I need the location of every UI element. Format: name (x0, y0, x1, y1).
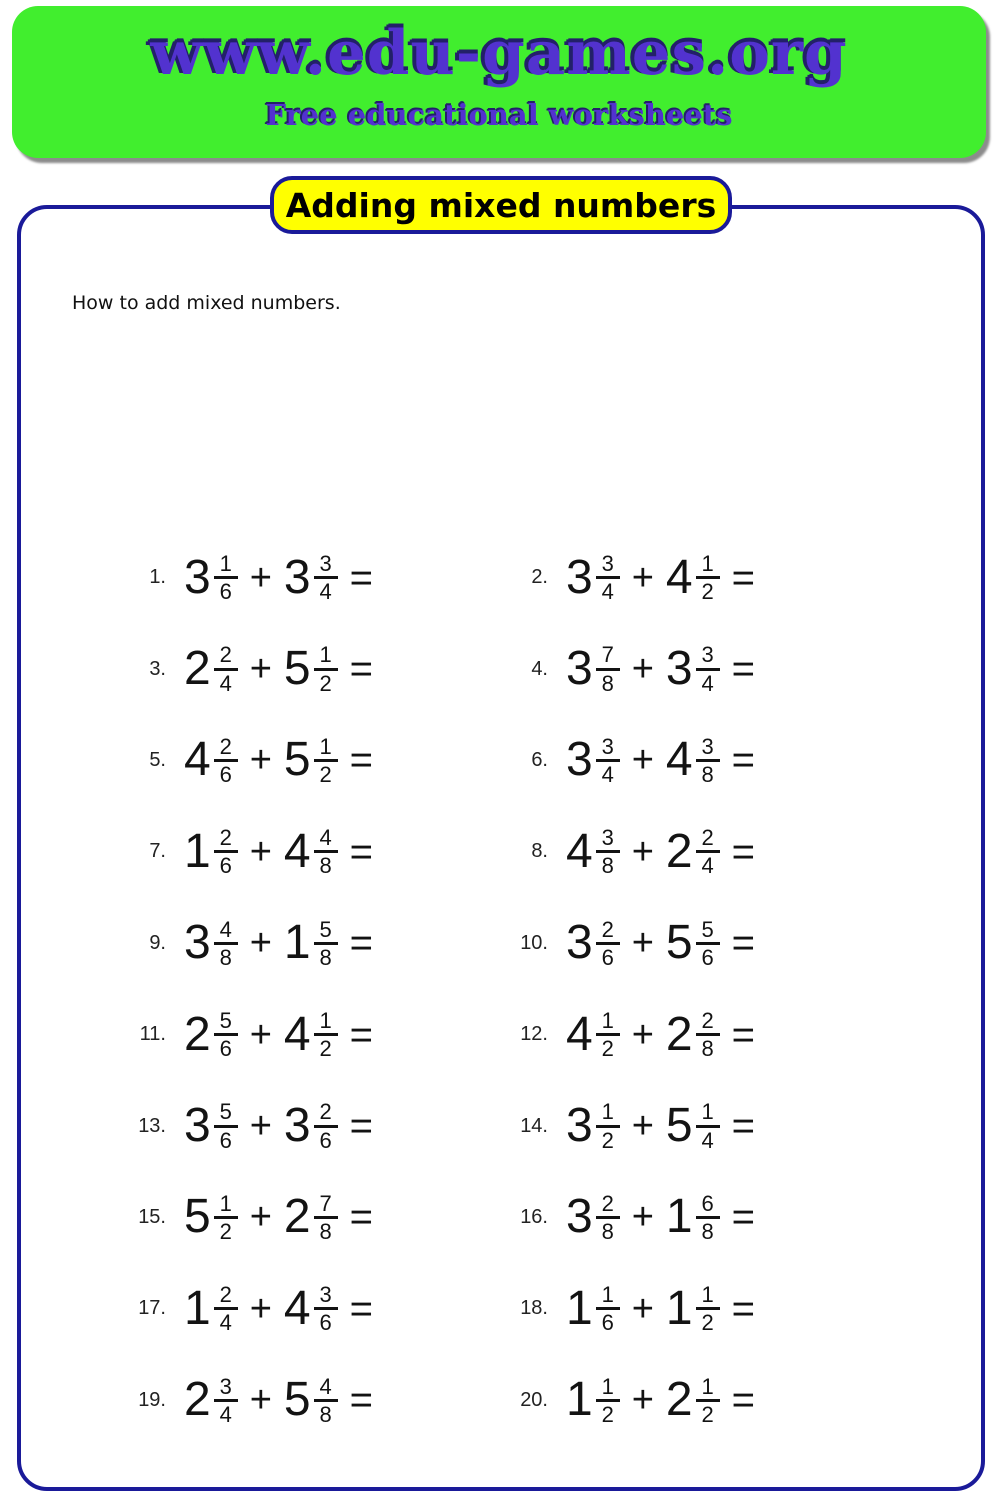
addend2-denominator: 2 (319, 1036, 332, 1062)
addend1-whole: 3 (566, 550, 593, 604)
plus-sign: + (249, 1105, 272, 1148)
addend2-numerator: 5 (701, 916, 714, 942)
addend1-whole: 1 (566, 1281, 593, 1335)
plus-sign: + (249, 739, 272, 782)
equals-sign: = (349, 829, 373, 874)
addend1-fraction (596, 1009, 620, 1060)
equals-sign: = (731, 829, 755, 874)
addend2-numerator: 1 (319, 1008, 332, 1034)
addend2-fraction (696, 918, 720, 969)
addend2-denominator: 2 (319, 761, 332, 787)
problem-item (58, 898, 500, 989)
plus-sign: + (249, 1287, 272, 1330)
addend2-denominator: 6 (319, 1127, 332, 1153)
addend2-whole: 2 (665, 1007, 693, 1061)
plus-sign: + (631, 556, 654, 599)
addend2-fraction (314, 918, 338, 969)
addend2-denominator: 8 (701, 761, 714, 787)
problem-number: 4. (531, 657, 548, 680)
addend2-fraction (696, 1283, 720, 1334)
addend1-numerator: 1 (601, 1373, 614, 1399)
problem-item (58, 623, 500, 714)
problem-item (500, 1080, 942, 1171)
addend2-denominator: 8 (319, 1401, 332, 1427)
addend1-numerator: 3 (601, 825, 614, 851)
equals-sign: = (731, 1104, 755, 1149)
addend1-whole: 1 (184, 824, 211, 878)
equals-sign: = (731, 921, 755, 966)
problem-number: 3. (149, 657, 166, 680)
equals-sign: = (731, 647, 755, 692)
addend1-whole: 4 (566, 824, 593, 878)
addend1-fraction (596, 918, 620, 969)
addend1-numerator: 4 (219, 916, 232, 942)
plus-sign: + (631, 1287, 654, 1330)
problem-item (500, 1263, 942, 1354)
addend1-numerator: 3 (219, 1373, 232, 1399)
addend2-whole: 4 (283, 1281, 311, 1335)
plus-sign: + (631, 1196, 654, 1239)
addend2-whole: 3 (665, 642, 693, 696)
addend1-whole: 2 (184, 1007, 211, 1061)
addend1-whole: 3 (184, 550, 211, 604)
addend1-fraction (596, 552, 620, 603)
addend1-whole: 1 (184, 1281, 211, 1335)
equals-sign: = (731, 555, 755, 600)
addend2-denominator: 2 (319, 670, 332, 696)
addend1-whole: 3 (566, 1099, 593, 1153)
addend2-fraction (314, 1375, 338, 1426)
addend1-numerator: 5 (219, 1008, 232, 1034)
addend2-whole: 4 (665, 733, 693, 787)
addend1-whole: 3 (184, 916, 211, 970)
plus-sign: + (249, 1379, 272, 1422)
addend1-numerator: 2 (219, 733, 232, 759)
addend2-numerator: 1 (701, 551, 714, 577)
problem-item (500, 806, 942, 897)
plus-sign: + (631, 922, 654, 965)
instructions-intro: How to add mixed numbers. (72, 292, 341, 314)
addend2-fraction (314, 1009, 338, 1060)
equals-sign: = (349, 1378, 373, 1423)
addend1-denominator: 8 (601, 670, 614, 696)
problem-item (500, 898, 942, 989)
equals-sign: = (731, 738, 755, 783)
addend2-denominator: 4 (701, 853, 714, 879)
addend1-numerator: 2 (219, 642, 232, 668)
addend1-whole: 4 (184, 733, 211, 787)
problem-number: 18. (520, 1297, 548, 1320)
problem-number: 16. (520, 1205, 548, 1228)
addend1-fraction (214, 643, 238, 694)
plus-sign: + (631, 1013, 654, 1056)
addend1-fraction (214, 1375, 238, 1426)
addend2-fraction (696, 1009, 720, 1060)
addend1-fraction (596, 1375, 620, 1426)
addend1-whole: 3 (566, 733, 593, 787)
addend1-fraction (214, 1009, 238, 1060)
addend2-fraction (696, 1192, 720, 1243)
site-title: www.edu-games.org (150, 18, 848, 89)
problem-number: 1. (149, 566, 166, 589)
problem-item (58, 1080, 500, 1171)
addend1-fraction (214, 552, 238, 603)
worksheet-title: Adding mixed numbers (285, 185, 717, 225)
addend2-numerator: 2 (319, 1099, 332, 1125)
equals-sign: = (731, 1286, 755, 1331)
problem-number: 6. (531, 748, 548, 771)
addend2-fraction (314, 735, 338, 786)
addend1-numerator: 2 (219, 1282, 232, 1308)
addend1-denominator: 6 (601, 944, 614, 970)
addend1-denominator: 2 (601, 1036, 614, 1062)
addend1-denominator: 8 (601, 1218, 614, 1244)
problem-item (500, 989, 942, 1080)
addend2-fraction (314, 552, 338, 603)
addend1-fraction (214, 1192, 238, 1243)
equals-sign: = (349, 1286, 373, 1331)
instructions-block (72, 290, 932, 355)
equals-sign: = (349, 647, 373, 692)
problem-item (58, 1263, 500, 1354)
addend1-denominator: 4 (601, 761, 614, 787)
addend2-whole: 1 (665, 1281, 693, 1335)
addend1-fraction (214, 918, 238, 969)
addend1-numerator: 1 (219, 551, 232, 577)
addend1-fraction (596, 735, 620, 786)
problem-number: 5. (149, 748, 166, 771)
addend2-numerator: 1 (319, 733, 332, 759)
addend2-whole: 5 (283, 733, 311, 787)
equals-sign: = (349, 921, 373, 966)
problem-item (500, 532, 942, 623)
addend1-denominator: 6 (219, 761, 232, 787)
addend1-fraction (214, 826, 238, 877)
addend1-denominator: 4 (601, 579, 614, 605)
addend2-whole: 1 (283, 916, 311, 970)
addend2-whole: 4 (283, 824, 311, 878)
addend1-fraction (214, 735, 238, 786)
addend1-denominator: 8 (219, 944, 232, 970)
addend2-numerator: 5 (319, 916, 332, 942)
addend2-fraction (696, 552, 720, 603)
addend2-numerator: 7 (319, 1190, 332, 1216)
plus-sign: + (631, 1379, 654, 1422)
equals-sign: = (349, 1104, 373, 1149)
addend2-whole: 2 (665, 824, 693, 878)
addend1-fraction (214, 1283, 238, 1334)
addend2-fraction (314, 1283, 338, 1334)
addend2-whole: 2 (665, 1373, 693, 1427)
addend1-numerator: 7 (601, 642, 614, 668)
addend1-whole: 4 (566, 1007, 593, 1061)
problem-number: 12. (520, 1023, 548, 1046)
plus-sign: + (631, 648, 654, 691)
addend1-denominator: 4 (219, 1310, 232, 1336)
plus-sign: + (249, 648, 272, 691)
addend1-fraction (596, 643, 620, 694)
addend2-numerator: 1 (701, 1373, 714, 1399)
equals-sign: = (349, 738, 373, 783)
addend1-denominator: 2 (601, 1401, 614, 1427)
addend1-denominator: 8 (601, 853, 614, 879)
addend2-fraction (314, 643, 338, 694)
addend2-denominator: 2 (701, 579, 714, 605)
addend1-denominator: 6 (219, 1127, 232, 1153)
problem-item (500, 715, 942, 806)
addend2-numerator: 6 (701, 1190, 714, 1216)
addend2-fraction (314, 1100, 338, 1151)
equals-sign: = (349, 1012, 373, 1057)
addend2-whole: 2 (283, 1190, 311, 1244)
worksheet-title-pill (270, 176, 732, 234)
addend2-fraction (314, 826, 338, 877)
plus-sign: + (249, 556, 272, 599)
addend1-fraction (596, 1100, 620, 1151)
addend2-denominator: 4 (701, 670, 714, 696)
addend2-numerator: 2 (701, 825, 714, 851)
problem-number: 15. (138, 1205, 166, 1228)
plus-sign: + (249, 830, 272, 873)
addend1-fraction (596, 1192, 620, 1243)
addend1-numerator: 1 (219, 1190, 232, 1216)
addend1-whole: 3 (566, 642, 593, 696)
addend2-whole: 3 (283, 550, 311, 604)
addend2-denominator: 2 (701, 1401, 714, 1427)
addend1-numerator: 3 (601, 733, 614, 759)
addend1-denominator: 2 (601, 1127, 614, 1153)
equals-sign: = (731, 1012, 755, 1057)
addend1-numerator: 1 (601, 1008, 614, 1034)
problem-item (500, 623, 942, 714)
addend2-denominator: 2 (701, 1310, 714, 1336)
addend2-fraction (696, 1100, 720, 1151)
equals-sign: = (731, 1378, 755, 1423)
addend2-numerator: 4 (319, 825, 332, 851)
problem-number: 13. (138, 1114, 166, 1137)
addend1-whole: 3 (184, 1099, 211, 1153)
addend2-numerator: 1 (319, 642, 332, 668)
addend1-fraction (596, 1283, 620, 1334)
addend2-numerator: 3 (701, 733, 714, 759)
problem-number: 2. (531, 566, 548, 589)
addend1-denominator: 6 (219, 853, 232, 879)
addend1-numerator: 2 (601, 916, 614, 942)
addend2-whole: 4 (283, 1007, 311, 1061)
addend2-denominator: 6 (701, 944, 714, 970)
addend1-whole: 2 (184, 1373, 211, 1427)
addend1-whole: 3 (566, 1190, 593, 1244)
problem-number: 19. (138, 1388, 166, 1411)
problem-number: 7. (149, 840, 166, 863)
addend1-whole: 5 (184, 1190, 211, 1244)
addend2-whole: 5 (665, 916, 693, 970)
addend2-denominator: 8 (701, 1218, 714, 1244)
addend2-fraction (696, 643, 720, 694)
problem-item (58, 989, 500, 1080)
addend2-numerator: 4 (319, 1373, 332, 1399)
addend2-whole: 3 (283, 1099, 311, 1153)
addend2-whole: 4 (665, 550, 693, 604)
problem-item (58, 806, 500, 897)
problem-item (58, 1172, 500, 1263)
problem-item (500, 1172, 942, 1263)
equals-sign: = (349, 1195, 373, 1240)
addend1-denominator: 6 (219, 579, 232, 605)
equals-sign: = (349, 555, 373, 600)
addend1-whole: 3 (566, 916, 593, 970)
problem-number: 8. (531, 840, 548, 863)
plus-sign: + (249, 922, 272, 965)
problem-item (58, 1355, 500, 1446)
addend1-numerator: 2 (601, 1190, 614, 1216)
addend2-numerator: 3 (319, 551, 332, 577)
addend2-denominator: 8 (319, 853, 332, 879)
addend2-numerator: 3 (701, 642, 714, 668)
addend1-denominator: 6 (219, 1036, 232, 1062)
addend2-denominator: 6 (319, 1310, 332, 1336)
addend2-whole: 5 (665, 1099, 693, 1153)
site-banner (12, 6, 986, 158)
problem-number: 17. (138, 1297, 166, 1320)
problem-number: 14. (520, 1114, 548, 1137)
addend2-fraction (696, 826, 720, 877)
plus-sign: + (631, 830, 654, 873)
plus-sign: + (631, 739, 654, 782)
addend1-whole: 1 (566, 1373, 593, 1427)
addend2-numerator: 1 (701, 1099, 714, 1125)
addend2-denominator: 8 (319, 944, 332, 970)
plus-sign: + (631, 1105, 654, 1148)
addend1-numerator: 1 (601, 1099, 614, 1125)
problem-number: 20. (520, 1388, 548, 1411)
problem-item (58, 532, 500, 623)
site-tagline: Free educational worksheets (265, 98, 733, 132)
problem-number: 10. (520, 931, 548, 954)
addend1-numerator: 2 (219, 825, 232, 851)
addend2-whole: 1 (665, 1190, 693, 1244)
problem-number: 9. (149, 931, 166, 954)
addend2-fraction (314, 1192, 338, 1243)
addend1-denominator: 6 (601, 1310, 614, 1336)
addend1-denominator: 2 (219, 1218, 232, 1244)
addend1-denominator: 4 (219, 1401, 232, 1427)
addend1-whole: 2 (184, 642, 211, 696)
addend2-whole: 5 (283, 642, 311, 696)
equals-sign: = (731, 1195, 755, 1240)
problem-number: 11. (139, 1023, 166, 1046)
plus-sign: + (249, 1013, 272, 1056)
addend1-fraction (214, 1100, 238, 1151)
addend2-numerator: 2 (701, 1008, 714, 1034)
addend1-numerator: 1 (601, 1282, 614, 1308)
addend2-whole: 5 (283, 1373, 311, 1427)
addend1-denominator: 4 (219, 670, 232, 696)
plus-sign: + (249, 1196, 272, 1239)
addend2-denominator: 8 (319, 1218, 332, 1244)
problems-grid (58, 532, 942, 1446)
addend2-fraction (696, 1375, 720, 1426)
problem-item (58, 715, 500, 806)
addend2-denominator: 4 (319, 579, 332, 605)
addend1-fraction (596, 826, 620, 877)
addend2-denominator: 4 (701, 1127, 714, 1153)
addend2-numerator: 1 (701, 1282, 714, 1308)
addend1-numerator: 3 (601, 551, 614, 577)
addend2-denominator: 8 (701, 1036, 714, 1062)
addend2-numerator: 3 (319, 1282, 332, 1308)
addend1-numerator: 5 (219, 1099, 232, 1125)
addend2-fraction (696, 735, 720, 786)
problem-item (500, 1355, 942, 1446)
